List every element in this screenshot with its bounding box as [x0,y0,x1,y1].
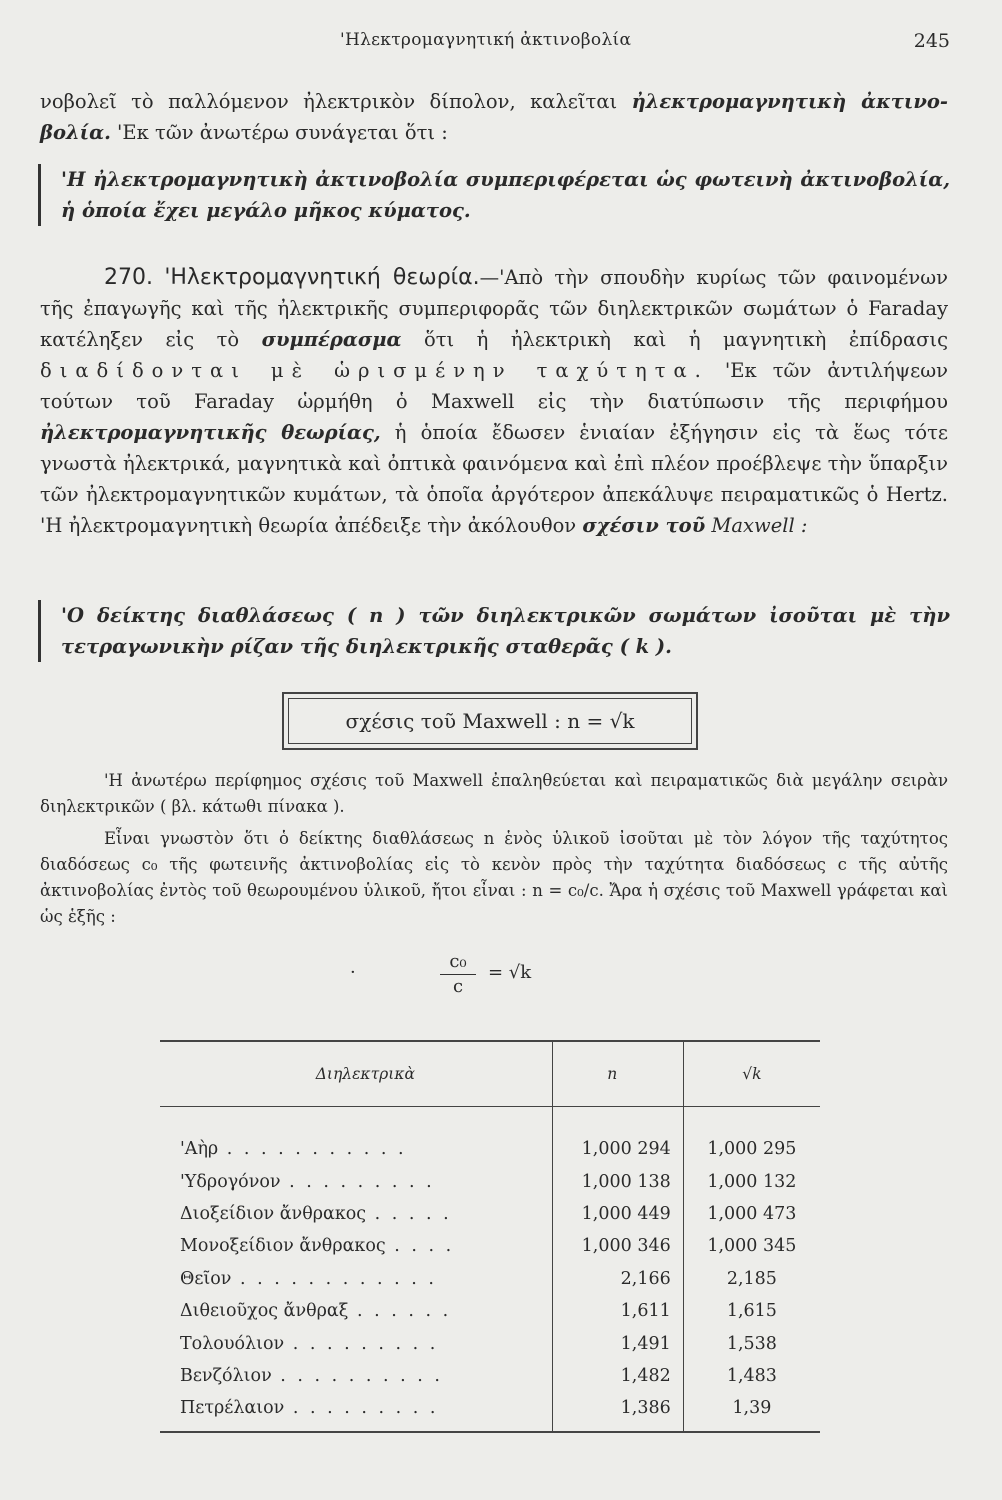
formula-fraction [440,950,476,999]
section-text-4: ἡ ὁποία ἔδωσεν ἑνιαίαν ἐξήγησιν εἰς τὰ ἕως τότε γνωστὰ ἠλεκτρικά, μαγνητικὰ καὶ ὀπτικὰ φαινόμενα καὶ ἐπὶ πλέον προέβλεψε τὴν ὕπαρξιν τῶν ἠλεκτρομαγνητικῶν κυμάτων, τὰ ὁποῖα ἀργότερον ἀπεκάλυψε πειραματικῶς ὁ Hertz. 'Η ἠλεκτρομαγνητικὴ θεωρία ἀπέδειξε τὴν ἀκόλουθον [40,421,948,537]
cell-sqrt-k: 1,538 [683,1327,820,1359]
header-n: n [552,1041,683,1107]
cell-dielectric [160,1263,552,1295]
table-header-row [160,1041,820,1107]
section-text-3: 'Εκ τῶν ἀντιλήψεων τούτων τοῦ Faraday ὡρμήθη ὁ Maxwell εἰς τὴν διατύπωσιν τῆς περιφήμου [40,359,948,413]
table-body [160,1107,820,1432]
cell-dielectric [160,1392,552,1431]
cell-dielectric [160,1327,552,1359]
cell-sqrt-k: 2,185 [683,1263,820,1295]
formula-rhs: = √k [488,962,532,983]
cell-sqrt-k: 1,483 [683,1360,820,1392]
table-row [160,1295,820,1327]
section-270-paragraph [40,262,948,541]
law-statement-2: 'Ο δείκτης διαθλάσεως ( n ) τῶν διηλεκτρικῶν σωμάτων ἰσοῦται μὲ τὴν τετραγωνικὴν ρίζαν τῆς διηλεκτρικῆς σταθερᾶς ( k ). [38,600,950,662]
cell-sqrt-k: 1,000 473 [683,1198,820,1230]
dielectric-name: Βενζόλιον [180,1365,272,1386]
dielectric-name: Θεῖον [180,1268,232,1289]
dielectric-name: Μονοξείδιον ἄνθρακος [180,1236,386,1257]
intro-bold-term: ἠλεκτρομαγνητικὴ ἀκτινο-βολία. [40,90,948,144]
cell-n: 2,166 [552,1263,683,1295]
dot-leader: . . . . . . . . . . [271,1365,443,1386]
dot-leader: . . . . . . . . . . . . [231,1268,437,1289]
dielectric-name: 'Αὴρ [180,1139,219,1160]
section-bold-1: συμπέρασμα [261,328,402,351]
section-italic-maxwell: Maxwell : [705,514,808,537]
page-number: 245 [913,30,950,52]
cell-sqrt-k: 1,615 [683,1295,820,1327]
table-row [160,1198,820,1230]
table-row [160,1165,820,1197]
dot-leader: . . . . . . . . . [284,1333,439,1354]
section-number: 270. [104,265,153,290]
section-bold-3: σχέσιν τοῦ [582,514,706,537]
intro-text-end: 'Εκ τῶν ἀνωτέρω συνάγεται ὅτι : [110,121,448,144]
cell-n: 1,000 346 [552,1230,683,1262]
cell-sqrt-k: 1,000 132 [683,1165,820,1197]
note-paragraph-1: 'Η ἀνωτέρω περίφημος σχέσις τοῦ Maxwell ἐπαληθεύεται καὶ πειραματικῶς διὰ μεγάλην σειρὰν διηλεκτρικῶν ( βλ. κάτωθι πίνακα ). [40,771,948,816]
cell-sqrt-k: 1,000 345 [683,1230,820,1262]
table-row [160,1392,820,1431]
dot-leader: . . . . . . . . . [284,1398,439,1419]
dielectric-name: Τολουόλιον [180,1333,285,1354]
maxwell-formula-box [282,692,698,750]
dot-leader: . . . . . . [348,1301,452,1322]
formula-numerator: c₀ [440,950,476,975]
dot-leader: . . . . . . . . . . . [218,1139,407,1160]
running-title: 'Ηλεκτρομαγνητική ἀκτινοβολία [340,30,632,50]
dot-leader: . . . . [385,1236,455,1257]
dot-leader: . . . . . [366,1203,452,1224]
cell-n: 1,482 [552,1360,683,1392]
intro-text: νοβολεῖ τὸ παλλόμενον ἠλεκτρικὸν δίπολον, καλεῖται [40,90,618,113]
table-row [160,1327,820,1359]
intro-paragraph [40,86,948,148]
cell-n: 1,000 294 [552,1107,683,1166]
section-bold-2: ἠλεκτρομαγνητικῆς θεωρίας, [40,421,381,444]
cell-dielectric [160,1107,552,1166]
cell-sqrt-k: 1,000 295 [683,1107,820,1166]
section-text-2: ὅτι ἡ ἠλεκτρικὴ καὶ ἡ μαγνητικὴ ἐπίδρασις [401,328,948,351]
formula-mark: · [350,962,356,983]
dielectric-name: 'Υδρογόνον [180,1171,281,1192]
cell-dielectric [160,1198,552,1230]
running-head [0,30,1002,60]
section-title: 'Ηλεκτρομαγνητική θεωρία. [164,265,480,290]
ratio-formula [350,950,580,1000]
formula-denominator: c [452,976,464,997]
cell-n: 1,491 [552,1327,683,1359]
header-dielectrics: Διηλεκτρικὰ [160,1041,552,1107]
cell-dielectric [160,1360,552,1392]
table-row [160,1263,820,1295]
header-sqrt-k: √k [683,1041,820,1107]
dielectrics-table [160,1040,820,1433]
maxwell-formula: σχέσις τοῦ Maxwell : n = √k [288,698,692,744]
section-text-1: —'Απὸ τὴν σπουδὴν κυρίως τῶν φαινομένων τῆς ἐπαγωγῆς καὶ τῆς ἠλεκτρικῆς συμπεριφορᾶς τῶν διηλεκτρικῶν σωμάτων ὁ Faraday κατέληξεν εἰς τὸ [40,266,949,351]
cell-n: 1,000 449 [552,1198,683,1230]
cell-n: 1,000 138 [552,1165,683,1197]
dielectric-name: Πετρέλαιον [180,1398,285,1419]
cell-sqrt-k: 1,39 [683,1392,820,1431]
law-statement-1: 'Η ἠλεκτρομαγνητικὴ ἀκτινοβολία συμπεριφέρεται ὡς φωτεινὴ ἀκτινοβολία, ἡ ὁποία ἔχει μεγάλο μῆκος κύματος. [38,164,950,226]
table-row [160,1107,820,1166]
cell-n: 1,611 [552,1295,683,1327]
dielectric-name: Διθειοῦχος ἄνθραξ [180,1301,349,1322]
dielectric-name: Διοξείδιον ἄνθρακος [180,1203,367,1224]
section-spaced-text: διαδίδονται μὲ ὡρισμένην ταχύτητα. [40,359,709,382]
cell-dielectric [160,1230,552,1262]
dot-leader: . . . . . . . . . [280,1171,435,1192]
cell-dielectric [160,1165,552,1197]
table-row [160,1230,820,1262]
note-paragraph-2: Εἶναι γνωστὸν ὅτι ὁ δείκτης διαθλάσεως n ἑνὸς ὑλικοῦ ἰσοῦται μὲ τὸν λόγον τῆς ταχύτητος διαδόσεως c₀ τῆς φωτεινῆς ἀκτινοβολίας εἰς τὸ κενὸν πρὸς τὴν ταχύτητα διαδόσεως c τῆς αὐτῆς ἀκτινοβολίας ἐντὸς τοῦ θεωρουμένου ὑλικοῦ, ἤτοι εἶναι : n = c₀/c. Ἄρα ἡ σχέσις τοῦ Maxwell γράφεται καὶ ὡς ἑξῆς : [40,829,948,926]
cell-dielectric [160,1295,552,1327]
cell-n: 1,386 [552,1392,683,1431]
table-row [160,1360,820,1392]
